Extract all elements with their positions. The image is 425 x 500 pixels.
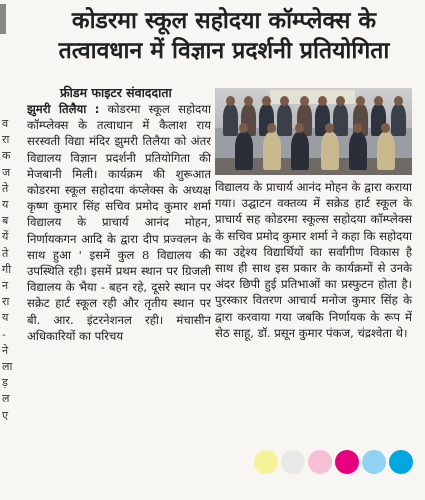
photo-person-head: [239, 123, 248, 133]
photo-person-head: [267, 123, 276, 133]
margin-glyph: रा: [2, 295, 10, 309]
margin-glyph: ब: [2, 214, 9, 228]
photo-person-head: [325, 123, 334, 133]
adjacent-column-strip: [0, 0, 18, 440]
margin-glyph: यें: [2, 230, 9, 244]
photo-person-head: [356, 96, 365, 106]
margin-glyph: व: [2, 117, 9, 130]
margin-glyph: य: [2, 311, 9, 325]
headline-line-2: तत्वावधान में विज्ञान प्रदर्शनी प्रतियोगिता: [58, 38, 390, 64]
photo-person-head: [295, 123, 304, 133]
registration-dot: [254, 450, 278, 474]
registration-dot: [389, 450, 413, 474]
margin-bar: [0, 4, 6, 34]
photo-person-head: [280, 96, 289, 106]
photo-person-front: [321, 132, 339, 170]
margin-glyph: ते: [2, 181, 9, 195]
byline: फ्रीडम फाइटर संवाददाता: [60, 85, 172, 100]
column-1-text: कोडरमा स्कूल सहोदया कॉम्प्लेक्स के तत्वाधान में कैलाश राय सरस्वती विद्या मंदिर झुमरी तिलैया को अंतर विद्यालय विज्ञान प्रदर्शनी प्रतियोगिता की मेजबानी मिली। कार्यक्रम की शुरूआत कोडरमा स्कूल सहोदया कंप्लेक्स के अध्यक्ष कृष्ण कुमार सिंह सचिव प्रमोद कुमार शर्मा विद्यालय के प्राचार्य आनंद मोहन, निर्णायकगन आदि के द्वारा दीप प्रज्वलन के साथ हुआ ' इसमें कुल 8 विद्यालय की उपस्थिति रही। इसमें प्रथम स्थान पर ग्रिजली विद्यालय के भैया - बहन रहे, दूसरे स्थान पर सक्रेट हार्ट स्कूल रही और तृतीय स्थान पर बी. आर. इंटरनेशनल रही। मंचासीन अधिकारियों का परिचय: [27, 102, 211, 343]
headline: [28, 6, 420, 66]
photo-person-head: [374, 96, 383, 106]
margin-glyph: ज: [2, 165, 11, 179]
photo-person-back: [333, 104, 348, 136]
margin-glyph: ने: [2, 343, 9, 357]
margin-glyph: ए: [2, 408, 9, 422]
margin-glyph: य: [2, 198, 9, 211]
photo-person-back: [223, 104, 238, 136]
photo-person-head: [244, 96, 253, 106]
registration-dot: [281, 450, 305, 474]
registration-dot: [335, 450, 359, 474]
article-column-1: [27, 101, 211, 439]
photo-person-head: [300, 96, 309, 106]
photo-person-back: [391, 104, 406, 136]
margin-glyph: गी: [2, 262, 12, 276]
registration-dot: [362, 450, 386, 474]
photo-person-head: [353, 123, 362, 133]
dateline: झुमरी तिलैया :: [27, 102, 100, 116]
headline-line-1: कोडरमा स्कूल सहोदया कॉम्प्लेक्स के: [71, 8, 377, 34]
photo-person-head: [336, 96, 345, 106]
margin-glyph: क: [2, 149, 11, 163]
event-photo: [215, 88, 412, 175]
photo-person-head: [318, 96, 327, 106]
margin-glyph: -: [2, 327, 6, 341]
registration-dot: [308, 450, 332, 474]
photo-person-head: [226, 96, 235, 106]
photo-person-back: [277, 104, 292, 136]
photo-person-head: [262, 96, 271, 106]
margin-glyph: ला: [2, 360, 13, 373]
photo-person-front: [263, 132, 281, 170]
margin-glyph: ते: [2, 246, 9, 260]
margin-glyph: ड़: [2, 376, 8, 390]
photo-person-front: [291, 132, 309, 170]
margin-glyph: न: [2, 279, 9, 292]
photo-person-front: [377, 132, 395, 170]
article-column-2: विद्यालय के प्राचार्य आनंद मोहन के द्वारा कराया गया। उद्घाटन वक्तव्य में सक्रेड हार्ट स्कूल के प्राचार्य सह कोडरमा स्कूल्स सहोदया कॉम्प्लेक्स के सचिव प्रमोद कुमार शर्मा ने कहा कि सहोदया का उद्देश्य विद्यार्थियों का सर्वांगीण विकास है साथ ही साथ इस प्रकार के कार्यक्रमों से उनके अंदर छिपी हुई प्रतिभाओं का प्रस्फुटन होता है। पुरस्कार वितरण आचार्य मनोज कुमार सिंह के द्वारा करवाया गया जबकि निर्णायक के रूप में सेठ साहू, डॉ. प्रसून कुमार पंकज, चंद्रश्वेता थे।: [215, 180, 412, 340]
photo-person-head: [394, 96, 403, 106]
photo-person-front: [235, 132, 253, 170]
margin-glyph: रा: [2, 133, 10, 147]
photo-person-head: [381, 123, 390, 133]
photo-person-front: [349, 132, 367, 170]
margin-glyph: ल: [2, 392, 10, 406]
